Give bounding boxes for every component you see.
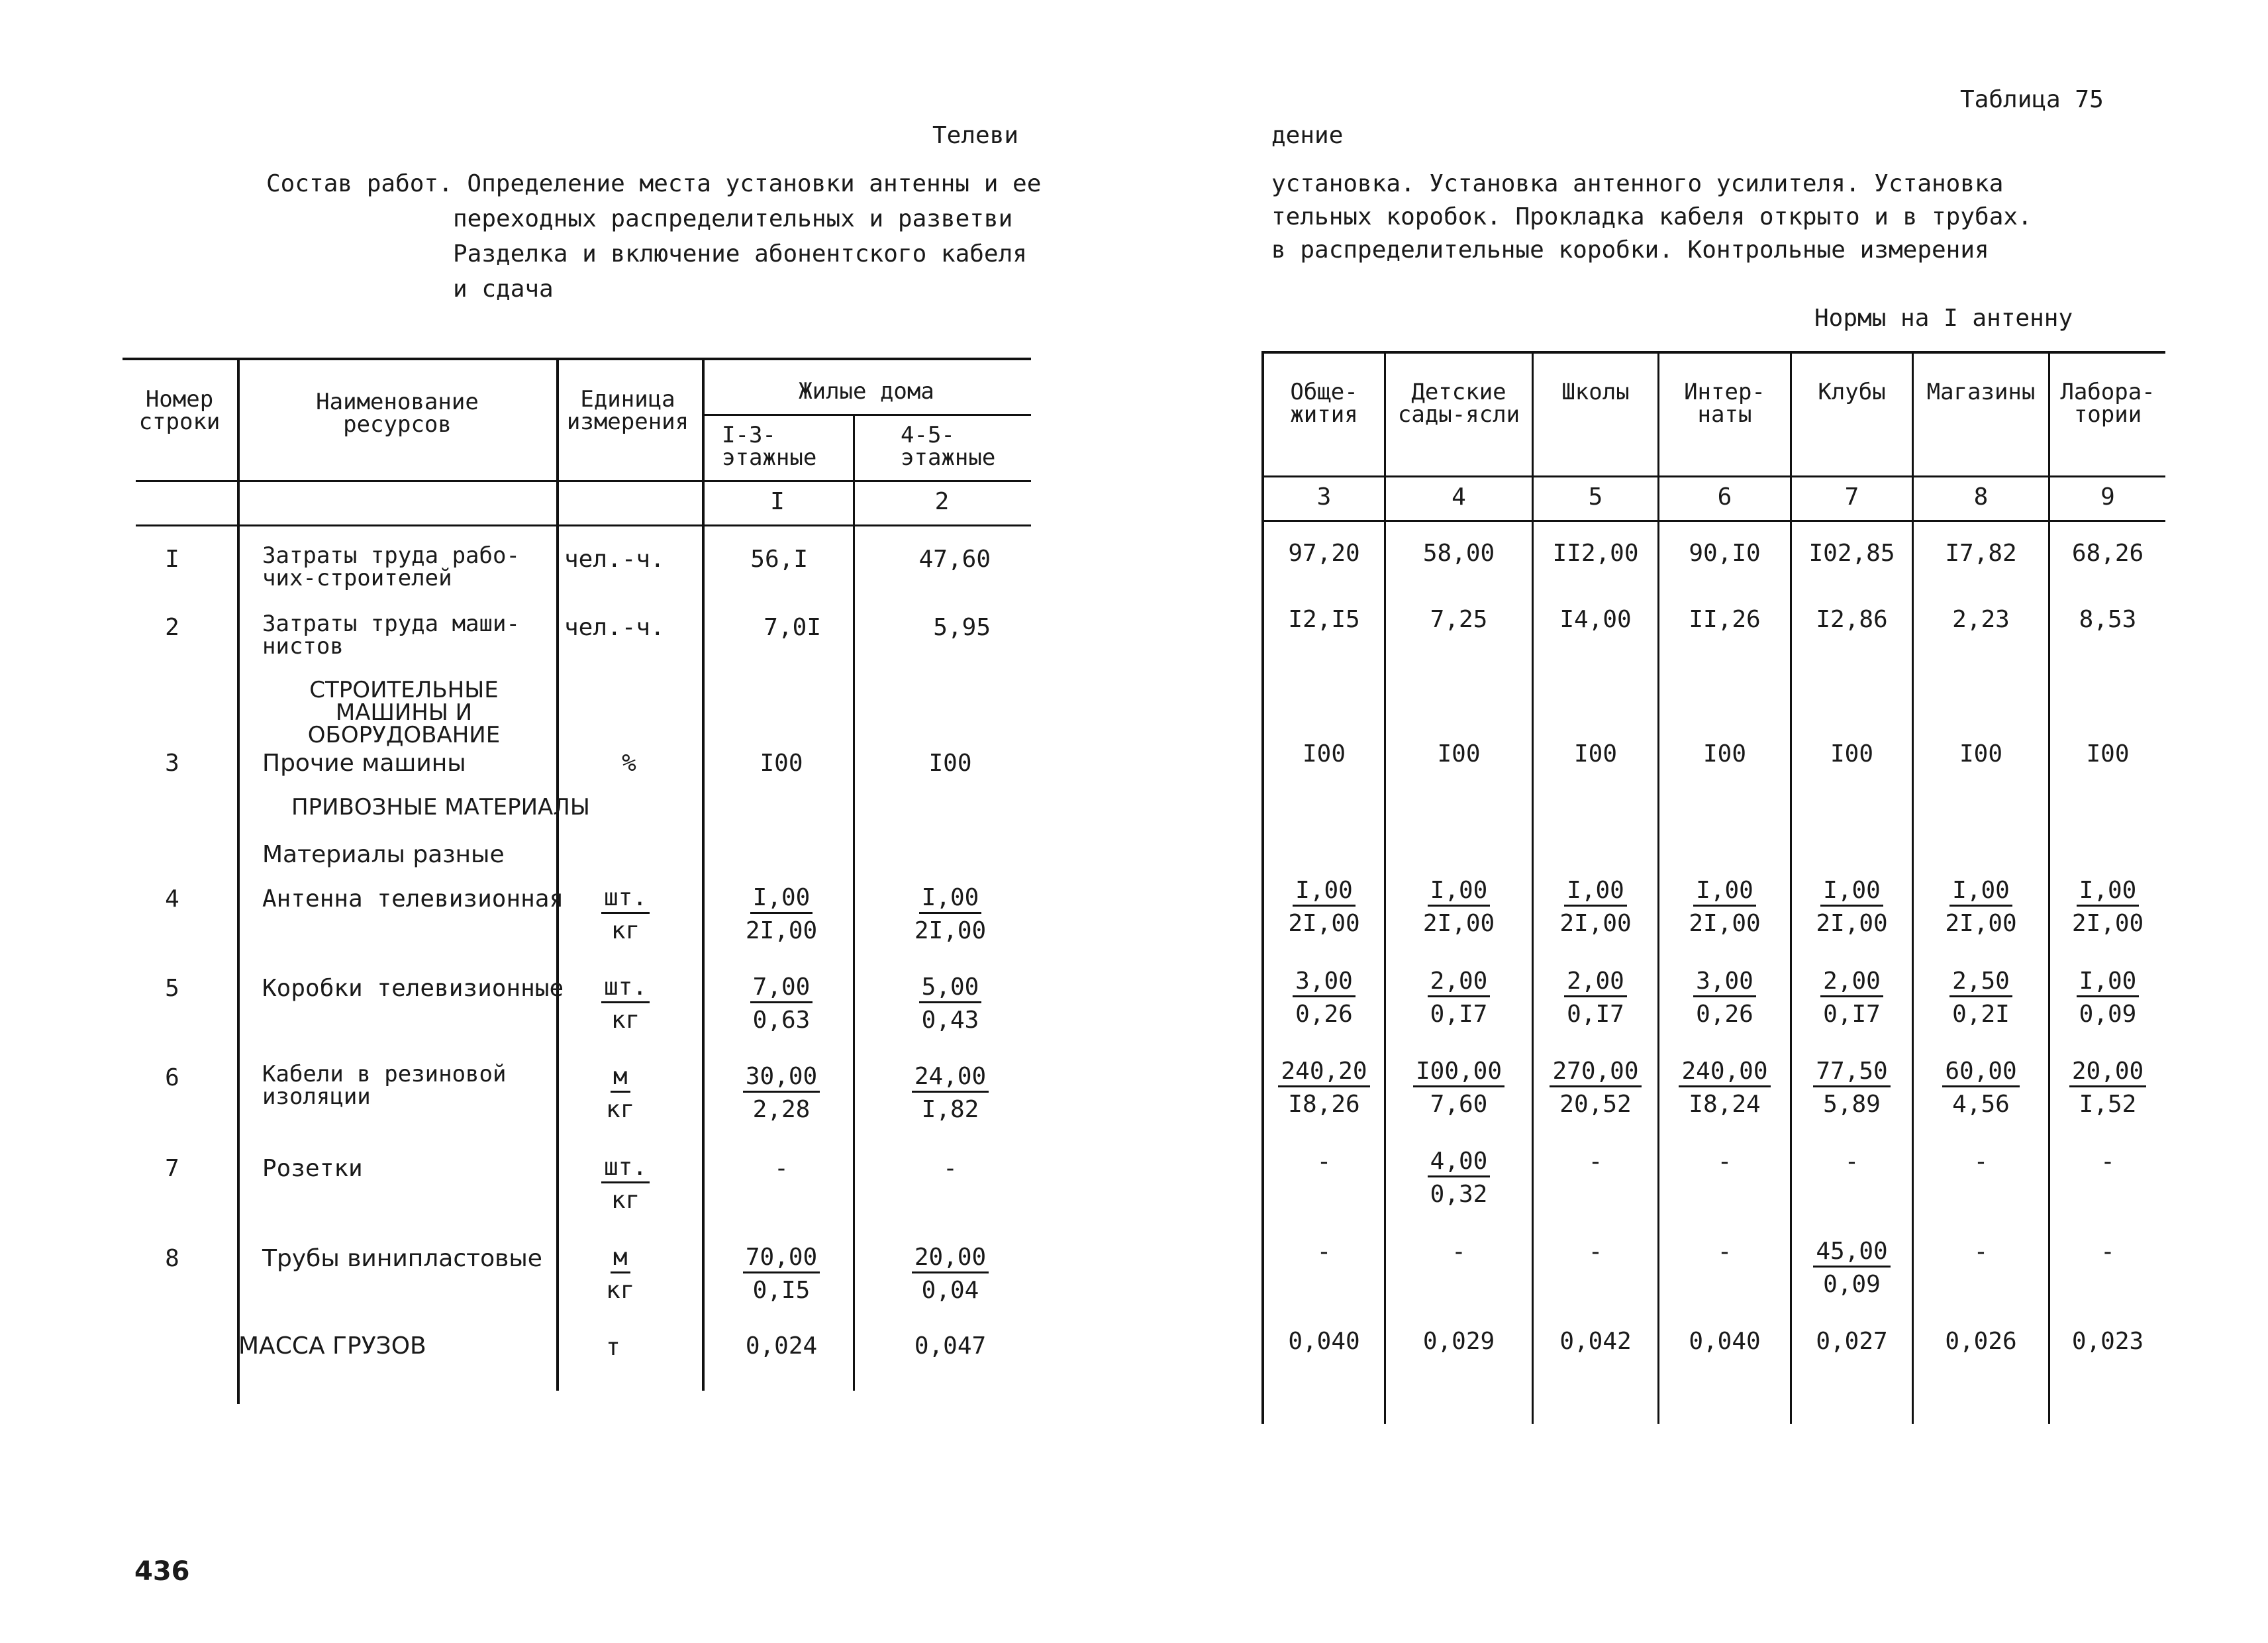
row5-value-7 xyxy=(1792,967,1912,1028)
value-bottom: I8,26 xyxy=(1288,1091,1360,1119)
value-top: I,00 xyxy=(1949,876,2012,907)
row7-value-3: - xyxy=(1316,1148,1332,1175)
header-resource: Наименование ресурсов xyxy=(316,389,479,438)
row-v1-7: - xyxy=(774,1155,789,1182)
row-v1-8 xyxy=(722,1242,841,1305)
value-bottom: I8,24 xyxy=(1689,1091,1761,1119)
row-no-6: 6 xyxy=(165,1064,179,1091)
value-top: 2,00 xyxy=(1820,967,1883,997)
row8-value-7 xyxy=(1792,1237,1912,1299)
row4-value-8 xyxy=(1914,876,2048,938)
row1-value-4: 58,00 xyxy=(1422,540,1495,567)
row7-value-7: - xyxy=(1844,1148,1859,1175)
row-unit-6 xyxy=(606,1062,634,1124)
value-top: 70,00 xyxy=(743,1243,820,1273)
mass-value-6: 0,040 xyxy=(1689,1328,1761,1355)
row-v1-6 xyxy=(722,1062,841,1124)
row-name-1: Затраты труда рабо- чих-строителей xyxy=(262,542,520,591)
title-right: дение xyxy=(1271,122,1344,149)
row7-value-6: - xyxy=(1717,1148,1732,1175)
row5-value-5 xyxy=(1534,967,1657,1028)
fraction xyxy=(1288,876,1359,938)
value-top: 2,00 xyxy=(1564,967,1627,997)
row-v1-5 xyxy=(722,972,841,1034)
title-left: Телеви xyxy=(932,122,1019,149)
row4-value-6 xyxy=(1659,876,1790,938)
row-v2-mass: 0,047 xyxy=(914,1332,987,1360)
value-top: 270,00 xyxy=(1550,1057,1641,1087)
col-header-9: Лабора- тории xyxy=(2060,379,2155,428)
col-header-4: Детские сады-ясли xyxy=(1397,379,1520,428)
composition-right-2: тельных коробок. Прокладка кабеля открыто и в трубах. xyxy=(1271,203,2032,230)
composition-line-4: и сдача xyxy=(453,275,554,303)
row3-value-9: I00 xyxy=(2086,740,2130,768)
row-no-2: 2 xyxy=(165,614,179,641)
header-group: Жилые дома xyxy=(799,378,934,405)
mass-value-8: 0,026 xyxy=(1945,1328,2017,1355)
row8-value-4: - xyxy=(1452,1238,1466,1266)
row6-value-4 xyxy=(1386,1057,1532,1119)
row5-value-9 xyxy=(2050,967,2165,1028)
value-top: 3,00 xyxy=(1293,967,1356,997)
row1-value-3: 97,20 xyxy=(1288,540,1360,567)
row3-value-7: I00 xyxy=(1830,740,1874,768)
row-no-8: 8 xyxy=(165,1245,179,1272)
row-unit-mass: т xyxy=(606,1334,620,1361)
row3-value-6: I00 xyxy=(1702,740,1747,768)
header-row-no: Номер строки xyxy=(138,386,221,435)
fraction xyxy=(1816,876,1887,938)
fraction xyxy=(1564,967,1627,1028)
unit-bottom: кг xyxy=(611,917,640,945)
header-num2: 2 xyxy=(934,488,950,515)
row7-value-9: - xyxy=(2100,1148,2115,1175)
row7-value-4 xyxy=(1386,1147,1532,1209)
col-number-7: 7 xyxy=(1844,483,1859,511)
fraction xyxy=(1942,1057,2019,1119)
value-bottom: 2I,00 xyxy=(1288,910,1360,938)
unit-bottom: кг xyxy=(611,1187,640,1215)
fraction xyxy=(2072,876,2144,938)
value-bottom: 2I,00 xyxy=(2071,910,2144,938)
value-top: I,00 xyxy=(1293,876,1356,907)
row1-value-8: I7,82 xyxy=(1945,540,2017,567)
fraction xyxy=(1550,1057,1641,1119)
row-name-2: Затраты труда маши- нистов xyxy=(262,611,520,660)
fraction xyxy=(1293,967,1356,1028)
value-bottom: 0,26 xyxy=(1696,1001,1753,1028)
value-bottom: 5,89 xyxy=(1823,1091,1881,1119)
norms-label: Нормы на I антенну xyxy=(1814,305,2073,332)
col-number-8: 8 xyxy=(1973,483,1989,511)
row-no-1: I xyxy=(165,546,179,573)
value-bottom: 0,I7 xyxy=(1823,1001,1881,1028)
value-bottom: 2I,00 xyxy=(1945,910,2017,938)
value-top: 2,50 xyxy=(1949,967,2012,997)
row8-value-6: - xyxy=(1717,1238,1732,1266)
value-top: I,00 xyxy=(1693,876,1756,907)
value-bottom: 0,63 xyxy=(752,1007,811,1034)
row-name-5: Коробки телевизионные xyxy=(262,975,564,1002)
value-bottom: 2I,00 xyxy=(745,917,818,945)
value-bottom: 0,I7 xyxy=(1430,1001,1488,1028)
value-top: I,00 xyxy=(1564,876,1627,907)
value-bottom: 2I,00 xyxy=(914,917,987,945)
fraction xyxy=(1813,1057,1890,1119)
fraction xyxy=(1949,967,2012,1028)
value-top: 60,00 xyxy=(1942,1057,2019,1087)
header-col1: I-3- этажные xyxy=(722,422,817,471)
row5-value-6 xyxy=(1659,967,1790,1028)
value-bottom: 0,2I xyxy=(1952,1001,2010,1028)
row1-value-6: 90,I0 xyxy=(1689,540,1761,567)
composition-line-1: Состав работ. Определение места установки антенны и ее xyxy=(266,170,1042,197)
row1-value-5: II2,00 xyxy=(1552,540,1639,567)
row3-value-3: I00 xyxy=(1302,740,1346,768)
value-bottom: 0,09 xyxy=(1823,1271,1881,1299)
subsection-materials: Материалы разные xyxy=(262,841,505,868)
unit-top: шт. xyxy=(601,883,650,914)
col-number-9: 9 xyxy=(2100,483,2115,511)
value-top: I,00 xyxy=(919,883,982,914)
value-top: 20,00 xyxy=(2069,1057,2146,1087)
value-top: 240,20 xyxy=(1278,1057,1369,1087)
value-bottom: I,52 xyxy=(2079,1091,2137,1119)
value-top: 4,00 xyxy=(1428,1147,1491,1177)
mass-value-5: 0,042 xyxy=(1559,1328,1632,1355)
row7-value-8: - xyxy=(1973,1148,1989,1175)
col-number-4: 4 xyxy=(1452,483,1466,511)
value-bottom: 20,52 xyxy=(1559,1091,1632,1119)
fraction xyxy=(2069,1057,2146,1119)
row-name-mass: МАССА ГРУЗОВ xyxy=(238,1332,426,1360)
row4-value-5 xyxy=(1534,876,1657,938)
row-unit-1: чел.-ч. xyxy=(564,546,665,573)
row-name-7: Розетки xyxy=(262,1155,363,1182)
fraction xyxy=(1689,876,1760,938)
table-number: Таблица 75 xyxy=(1960,86,2104,113)
col-number-3: 3 xyxy=(1316,483,1332,511)
row-v1-mass: 0,024 xyxy=(745,1332,818,1360)
row-unit-5 xyxy=(601,972,650,1034)
mass-value-3: 0,040 xyxy=(1288,1328,1360,1355)
row2-value-5: I4,00 xyxy=(1559,606,1632,633)
row4-value-3 xyxy=(1264,876,1384,938)
row2-value-9: 8,53 xyxy=(2079,606,2137,633)
row2-value-4: 7,25 xyxy=(1430,606,1488,633)
row-v2-4 xyxy=(891,883,1010,945)
composition-line-2: переходных распределительных и разветви xyxy=(453,205,1013,232)
row4-value-7 xyxy=(1792,876,1912,938)
row3-value-4: I00 xyxy=(1437,740,1481,768)
row-no-7: 7 xyxy=(165,1155,179,1182)
row5-value-8 xyxy=(1914,967,2048,1028)
composition-right-3: в распределительные коробки. Контрольные измерения xyxy=(1271,236,1989,264)
value-bottom: 0,32 xyxy=(1430,1181,1488,1209)
row6-value-7 xyxy=(1792,1057,1912,1119)
value-bottom: 7,60 xyxy=(1430,1091,1488,1119)
row8-value-5: - xyxy=(1588,1238,1603,1266)
value-top: 240,00 xyxy=(1679,1057,1770,1087)
value-top: I,00 xyxy=(2077,876,2140,907)
row-v2-6 xyxy=(891,1062,1010,1124)
value-bottom: 0,I7 xyxy=(1567,1001,1624,1028)
row-unit-4 xyxy=(601,883,650,945)
fraction xyxy=(1813,1237,1890,1299)
value-bottom: 2I,00 xyxy=(1422,910,1495,938)
composition-right-1: установка. Установка антенного усилителя. Установка xyxy=(1271,170,2004,197)
value-top: 24,00 xyxy=(912,1062,989,1093)
row4-value-4 xyxy=(1386,876,1532,938)
row-v1-1: 56,I xyxy=(750,546,808,573)
section-delivered: ПРИВОЗНЫЕ МАТЕРИАЛЫ xyxy=(291,794,590,821)
row-v2-2: 5,95 xyxy=(933,614,991,641)
fraction xyxy=(1413,1057,1504,1119)
row-v2-3: I00 xyxy=(928,750,972,777)
value-top: 3,00 xyxy=(1693,967,1756,997)
row-v1-3: I00 xyxy=(760,750,803,777)
header-unit: Единица измерения xyxy=(566,386,689,435)
row2-value-6: II,26 xyxy=(1689,606,1761,633)
fraction xyxy=(2077,967,2140,1028)
value-bottom: 0,04 xyxy=(921,1277,979,1305)
value-bottom: 0,I5 xyxy=(752,1277,811,1305)
row6-value-9 xyxy=(2050,1057,2165,1119)
row-v2-5 xyxy=(891,972,1010,1034)
row-v2-7: - xyxy=(943,1155,958,1182)
col-header-8: Магазины xyxy=(1926,379,2036,405)
value-top: 7,00 xyxy=(750,973,813,1003)
unit-top: шт. xyxy=(601,973,650,1003)
row2-value-3: I2,I5 xyxy=(1288,606,1360,633)
row-no-3: 3 xyxy=(165,750,179,777)
row-name-4: Антенна телевизионная xyxy=(262,885,564,913)
fraction xyxy=(1693,967,1756,1028)
value-bottom: 2I,00 xyxy=(1816,910,1888,938)
row-unit-3: % xyxy=(622,750,636,777)
unit-bottom: кг xyxy=(606,1277,635,1305)
fraction xyxy=(1428,967,1491,1028)
fraction xyxy=(1559,876,1631,938)
value-bottom: 4,56 xyxy=(1952,1091,2010,1119)
row-v2-8 xyxy=(891,1242,1010,1305)
unit-top: м xyxy=(611,1243,630,1273)
col-header-6: Интер- наты xyxy=(1684,379,1765,428)
row-unit-8 xyxy=(606,1242,634,1305)
value-bottom: 2I,00 xyxy=(1559,910,1632,938)
mass-value-4: 0,029 xyxy=(1422,1328,1495,1355)
row6-value-5 xyxy=(1534,1057,1657,1119)
row3-value-5: I00 xyxy=(1573,740,1618,768)
row6-value-8 xyxy=(1914,1057,2048,1119)
section-machines: СТРОИТЕЛЬНЫЕ МАШИНЫ И ОБОРУДОВАНИЕ xyxy=(307,677,501,748)
row5-value-4 xyxy=(1386,967,1532,1028)
value-top: 2,00 xyxy=(1428,967,1491,997)
fraction xyxy=(1278,1057,1369,1119)
row6-value-3 xyxy=(1264,1057,1384,1119)
fraction xyxy=(1423,876,1495,938)
mass-value-9: 0,023 xyxy=(2071,1328,2144,1355)
value-top: I,00 xyxy=(750,883,813,914)
value-top: I,00 xyxy=(1820,876,1883,907)
fraction xyxy=(1428,1147,1491,1209)
row8-value-3: - xyxy=(1316,1238,1332,1266)
value-top: I00,00 xyxy=(1413,1057,1504,1087)
fraction xyxy=(1945,876,2016,938)
row-no-4: 4 xyxy=(165,885,179,913)
row5-value-3 xyxy=(1264,967,1384,1028)
header-col2: 4-5- этажные xyxy=(901,422,996,471)
value-bottom: 2,28 xyxy=(752,1096,811,1124)
unit-top: м xyxy=(611,1062,630,1093)
row-unit-2: чел.-ч. xyxy=(564,614,665,641)
row-v1-4 xyxy=(722,883,841,945)
header-num1: I xyxy=(770,488,785,515)
fraction xyxy=(1679,1057,1770,1119)
value-top: 5,00 xyxy=(919,973,982,1003)
page-number: 436 xyxy=(134,1556,190,1587)
value-top: I,00 xyxy=(2077,967,2140,997)
row1-value-9: 68,26 xyxy=(2071,540,2144,567)
row-v1-2: 7,0I xyxy=(764,614,821,641)
row2-value-8: 2,23 xyxy=(1952,606,2010,633)
composition-line-3: Разделка и включение абонентского кабеля xyxy=(453,240,1027,268)
col-header-5: Школы xyxy=(1561,379,1630,405)
row8-value-9: - xyxy=(2100,1238,2115,1266)
value-bottom: 0,43 xyxy=(921,1007,979,1034)
row-v2-1: 47,60 xyxy=(918,546,991,573)
value-top: 30,00 xyxy=(743,1062,820,1093)
col-header-7: Клубы xyxy=(1818,379,1886,405)
value-top: 45,00 xyxy=(1813,1237,1890,1268)
row1-value-7: I02,85 xyxy=(1808,540,1895,567)
row6-value-6 xyxy=(1659,1057,1790,1119)
row-unit-7 xyxy=(601,1152,650,1215)
col-number-5: 5 xyxy=(1588,483,1603,511)
value-bottom: 0,09 xyxy=(2079,1001,2137,1028)
row3-value-8: I00 xyxy=(1959,740,2003,768)
row2-value-7: I2,86 xyxy=(1816,606,1888,633)
row-name-3: Прочие машины xyxy=(262,750,466,777)
unit-top: шт. xyxy=(601,1153,650,1183)
row8-value-8: - xyxy=(1973,1238,1989,1266)
row-name-8: Трубы винипластовые xyxy=(262,1245,542,1272)
row-no-5: 5 xyxy=(165,975,179,1002)
mass-value-7: 0,027 xyxy=(1816,1328,1888,1355)
row-name-6: Кабели в резиновой изоляции xyxy=(262,1061,507,1110)
value-top: 77,50 xyxy=(1813,1057,1890,1087)
row7-value-5: - xyxy=(1588,1148,1603,1175)
col-header-3: Обще- жития xyxy=(1290,379,1358,428)
value-top: I,00 xyxy=(1428,876,1491,907)
value-bottom: 2I,00 xyxy=(1689,910,1761,938)
col-number-6: 6 xyxy=(1717,483,1732,511)
fraction xyxy=(1820,967,1883,1028)
value-top: 20,00 xyxy=(912,1243,989,1273)
value-bottom: 0,26 xyxy=(1295,1001,1353,1028)
unit-bottom: кг xyxy=(606,1096,635,1124)
value-bottom: I,82 xyxy=(921,1096,979,1124)
row4-value-9 xyxy=(2050,876,2165,938)
unit-bottom: кг xyxy=(611,1007,640,1034)
